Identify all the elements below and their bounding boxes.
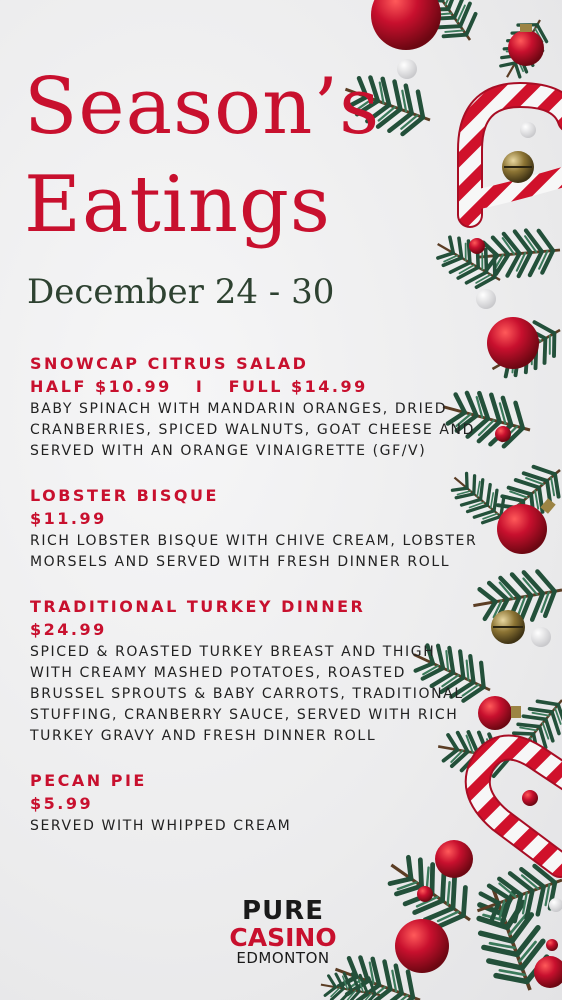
menu-item: [30, 484, 480, 573]
logo-line-city: EDMONTON: [236, 949, 330, 967]
menu-item-name: LOBSTER BISQUE: [30, 486, 219, 505]
title-line-2: Eatings: [24, 160, 331, 250]
menu-item-name: TRADITIONAL TURKEY DINNER: [30, 597, 366, 616]
menu-item-description: SPICED & ROASTED TURKEY BREAST AND THIGH WITH CREAMY MASHED POTATOES, ROASTED BRUSSEL SPROUTS & BABY CARROTS, TRADITIONAL STUFFING, CRANBERRY SAUCE, SERVED WITH RICH TURKEY GRAVY AND FRESH DINNER ROLL: [30, 644, 464, 744]
menu-item-price: HALF $10.99 I FULL $14.99: [30, 377, 368, 396]
menu-item-description: BABY SPINACH WITH MANDARIN ORANGES, DRIED CRANBERRIES, SPICED WALNUTS, GOAT CHEESE AND SERVED WITH AN ORANGE VINAIGRETTE (GF/V): [30, 401, 475, 459]
menu-item-name: SNOWCAP CITRUS SALAD: [30, 354, 309, 373]
menu-item: [30, 352, 480, 462]
logo-line-casino: CASINO: [229, 923, 337, 952]
candy-cane-icon: [478, 748, 562, 866]
menu-item-price: $5.99: [30, 794, 94, 813]
menu-item-name: PECAN PIE: [30, 771, 147, 790]
date-range: December 24 - 30: [27, 272, 335, 312]
menu-item-description: SERVED WITH WHIPPED CREAM: [30, 818, 292, 834]
title-line-1: Season’s: [24, 62, 381, 152]
menu-item: [30, 769, 480, 837]
logo-line-pure: PURE: [242, 896, 324, 926]
menu-item: [30, 595, 480, 747]
menu-item-price: $24.99: [30, 620, 107, 639]
pure-casino-logo: [228, 898, 338, 966]
menu-item-price: $11.99: [30, 509, 107, 528]
jingle-bell-icon: [491, 151, 534, 644]
menu-list: [30, 352, 480, 837]
menu-item-description: RICH LOBSTER BISQUE WITH CHIVE CREAM, LOBSTER MORSELS AND SERVED WITH FRESH DINNER ROLL: [30, 533, 478, 570]
